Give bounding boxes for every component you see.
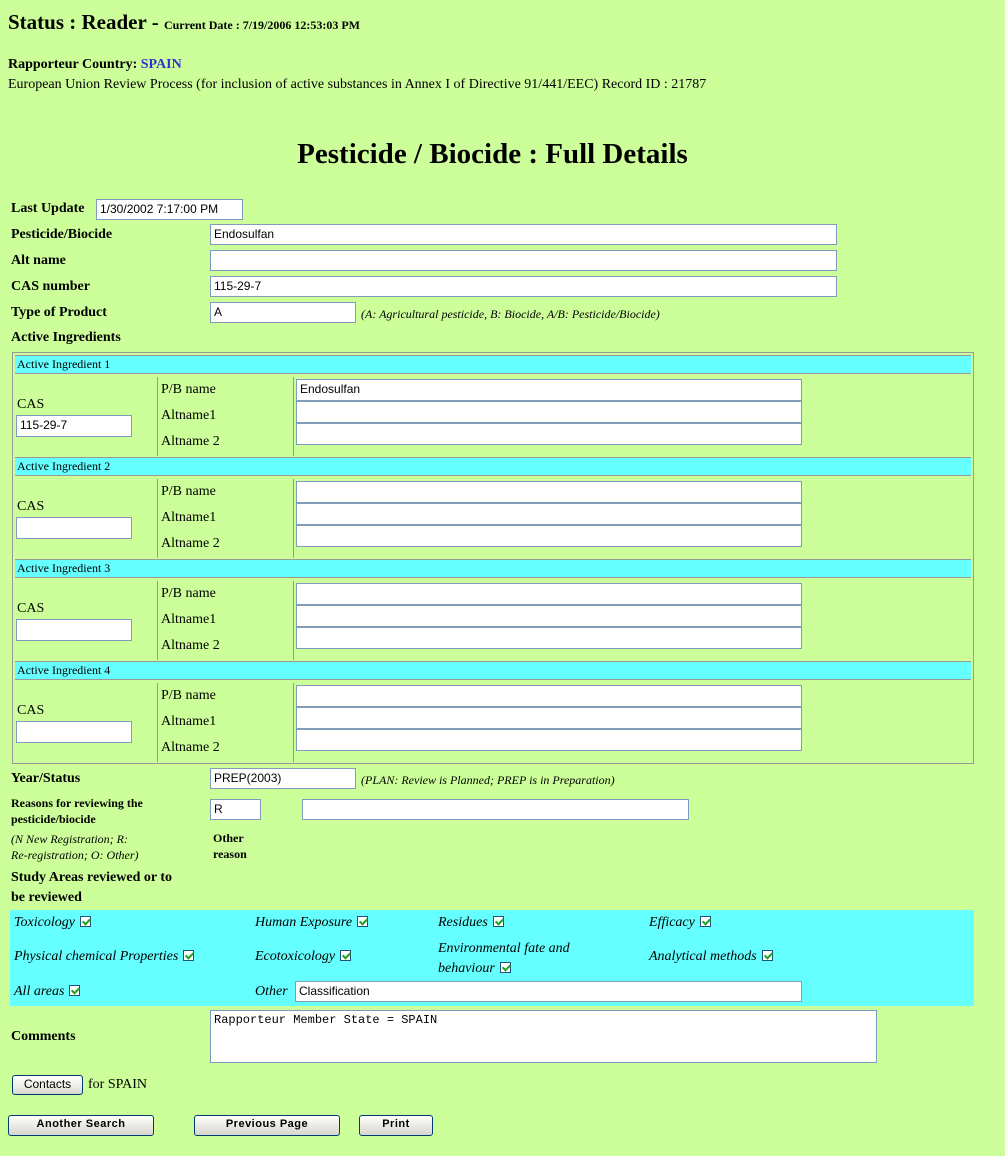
analytical-label: Analytical methods: [649, 949, 757, 964]
ai-2-altname2-field[interactable]: [296, 525, 802, 547]
active-ingredient-4-header: Active Ingredient 4: [15, 661, 971, 680]
ai-3-cas-field[interactable]: [16, 619, 132, 641]
current-date: Current Date : 7/19/2006 12:53:03 PM: [163, 18, 361, 32]
status-line: [8, 10, 360, 35]
last-update-label: Last Update: [11, 201, 85, 216]
all-areas-checkbox[interactable]: [69, 985, 80, 996]
ecotox-label: Ecotoxicology: [255, 949, 336, 964]
study-analytical: [649, 949, 773, 965]
ai-3-pb-name-field[interactable]: [296, 583, 802, 605]
ai-1-altname1-field[interactable]: [296, 401, 802, 423]
active-ingredient-2-header: Active Ingredient 2: [15, 457, 971, 476]
year-status-field[interactable]: PREP(2003): [210, 768, 356, 789]
study-ecotox: [255, 949, 351, 965]
type-of-product-note: (A: Agricultural pesticide, B: Biocide, A/B: Pesticide/Biocide): [361, 307, 660, 321]
rapporteur-label: Rapporteur Country:: [8, 57, 138, 72]
study-other-field[interactable]: Classification: [295, 981, 802, 1002]
other-reason-label: [213, 830, 247, 862]
previous-page-button[interactable]: Previous Page: [194, 1115, 340, 1136]
reasons-label-line1: Reasons for reviewing the: [11, 796, 143, 810]
alt-name-field[interactable]: [210, 250, 837, 271]
study-areas-label: [11, 868, 172, 908]
ai-1-cas-label: CAS: [17, 397, 45, 412]
ai-4-pb-name-field[interactable]: [296, 685, 802, 707]
ai-3-altname2-field[interactable]: [296, 627, 802, 649]
efficacy-checkbox[interactable]: [700, 916, 711, 927]
status-label: Status : Reader -: [8, 10, 164, 34]
study-areas-label-line1: Study Areas reviewed or to: [11, 870, 172, 885]
year-status-note: (PLAN: Review is Planned; PREP is in Preparation): [361, 773, 615, 787]
reasons-field[interactable]: R: [210, 799, 261, 820]
type-of-product-field[interactable]: A: [210, 302, 356, 323]
cas-number-field[interactable]: 115-29-7: [210, 276, 837, 297]
ai-2-cas-field[interactable]: [16, 517, 132, 539]
active-ingredient-3-header: Active Ingredient 3: [15, 559, 971, 578]
ai-4-altname1-field[interactable]: [296, 707, 802, 729]
comments-label: Comments: [11, 1029, 76, 1044]
type-of-product-label: Type of Product: [11, 305, 107, 320]
reasons-note-line1: (N New Registration; R:: [11, 832, 128, 846]
ai-3-altname1-label: Altname1: [161, 612, 217, 627]
print-button[interactable]: Print: [359, 1115, 433, 1136]
ai-1-pb-name-field[interactable]: Endosulfan: [296, 379, 802, 401]
ai-4-cas-field[interactable]: [16, 721, 132, 743]
other-reason-label-line1: Other: [213, 831, 244, 845]
analytical-checkbox[interactable]: [762, 950, 773, 961]
residues-checkbox[interactable]: [493, 916, 504, 927]
ai-4-cas-label: CAS: [17, 703, 45, 718]
ai-2-pb-name-label: P/B name: [161, 484, 216, 499]
other-reason-label-line2: reason: [213, 847, 247, 861]
other-reason-field[interactable]: [302, 799, 689, 820]
active-ingredients-label: Active Ingredients: [11, 330, 121, 345]
contacts-button[interactable]: Contacts: [12, 1075, 83, 1095]
cas-number-label: CAS number: [11, 279, 90, 294]
page-title: Pesticide / Biocide : Full Details: [297, 138, 688, 170]
toxicology-checkbox[interactable]: [80, 916, 91, 927]
all-areas-label: All areas: [14, 984, 65, 999]
reasons-label: [11, 795, 143, 827]
comments-textarea[interactable]: [210, 1010, 877, 1063]
ai-2-altname2-label: Altname 2: [161, 536, 220, 551]
another-search-button[interactable]: Another Search: [8, 1115, 154, 1136]
eu-review-line: European Union Review Process (for inclusion of active substances in Annex I of Directive 91/441/EEC) Record ID : 21787: [8, 77, 707, 92]
envfate-checkbox[interactable]: [500, 962, 511, 973]
reasons-label-line2: pesticide/biocide: [11, 812, 96, 826]
year-status-label: Year/Status: [11, 771, 81, 786]
alt-name-label: Alt name: [11, 253, 66, 268]
physchem-checkbox[interactable]: [183, 950, 194, 961]
active-ingredient-1-header: Active Ingredient 1: [15, 355, 971, 374]
envfate-label-line2: behaviour: [438, 961, 495, 976]
envfate-label-line1: Environmental fate and: [438, 941, 570, 956]
ai-3-pb-name-label: P/B name: [161, 586, 216, 601]
ai-4-altname2-label: Altname 2: [161, 740, 220, 755]
study-envfate: [438, 939, 570, 979]
contacts-suffix: for SPAIN: [88, 1077, 147, 1092]
toxicology-label: Toxicology: [14, 915, 75, 930]
efficacy-label: Efficacy: [649, 915, 695, 930]
study-physchem: [14, 949, 194, 965]
ai-1-altname1-label: Altname1: [161, 408, 217, 423]
reasons-note-line2: Re-registration; O: Other): [11, 848, 139, 862]
ai-2-pb-name-field[interactable]: [296, 481, 802, 503]
study-areas-label-line2: be reviewed: [11, 890, 82, 905]
ai-4-altname1-label: Altname1: [161, 714, 217, 729]
ai-1-pb-name-label: P/B name: [161, 382, 216, 397]
human-exposure-label: Human Exposure: [255, 915, 353, 930]
study-all-areas: [14, 984, 80, 1000]
pesticide-label: Pesticide/Biocide: [11, 227, 113, 242]
ai-2-altname1-field[interactable]: [296, 503, 802, 525]
residues-label: Residues: [438, 915, 488, 930]
ai-3-altname2-label: Altname 2: [161, 638, 220, 653]
rapporteur-country: [8, 57, 182, 73]
human-exposure-checkbox[interactable]: [357, 916, 368, 927]
ai-4-altname2-field[interactable]: [296, 729, 802, 751]
ai-4-pb-name-label: P/B name: [161, 688, 216, 703]
study-residues: [438, 915, 504, 931]
ai-3-cas-label: CAS: [17, 601, 45, 616]
ai-1-altname2-label: Altname 2: [161, 434, 220, 449]
physchem-label: Physical chemical Properties: [14, 949, 179, 964]
ai-2-altname1-label: Altname1: [161, 510, 217, 525]
ai-1-cas-field[interactable]: 115-29-7: [16, 415, 132, 437]
pesticide-field[interactable]: Endosulfan: [210, 224, 837, 245]
last-update-field[interactable]: 1/30/2002 7:17:00 PM: [96, 199, 243, 220]
study-human-exposure: [255, 915, 368, 931]
study-other-label: Other: [255, 984, 288, 999]
ecotox-checkbox[interactable]: [340, 950, 351, 961]
study-efficacy: [649, 915, 711, 931]
reasons-note: [11, 831, 139, 863]
ai-1-altname2-field[interactable]: [296, 423, 802, 445]
study-toxicology: [14, 915, 91, 931]
ai-3-altname1-field[interactable]: [296, 605, 802, 627]
rapporteur-value: SPAIN: [140, 57, 182, 72]
ai-2-cas-label: CAS: [17, 499, 45, 514]
